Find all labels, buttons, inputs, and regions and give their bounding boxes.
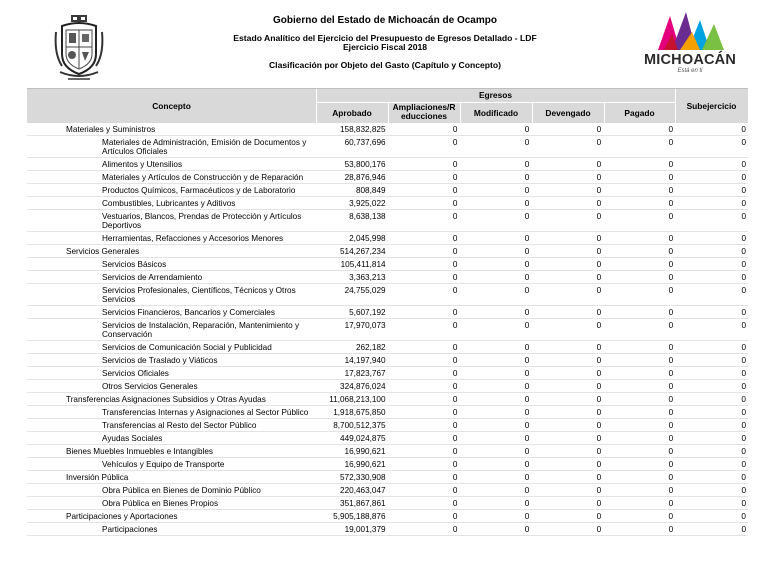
row-value: 0 [524, 260, 530, 269]
row-value: 0 [668, 447, 674, 456]
row-value: 0 [668, 234, 674, 243]
row-value: 105,411,814 [340, 260, 386, 269]
row-value: 0 [596, 273, 602, 282]
row-value: 220,463,047 [340, 486, 386, 495]
row-value: 0 [596, 460, 602, 469]
row-value: 0 [741, 382, 747, 391]
row-value: 0 [668, 212, 674, 221]
row-label: Servicios de Comunicación Social y Publicidad [102, 343, 272, 352]
row-value: 0 [524, 473, 530, 482]
row-value: 0 [668, 382, 674, 391]
row-value: 0 [452, 247, 458, 256]
row-value: 0 [452, 486, 458, 495]
row-value: 0 [524, 247, 530, 256]
row-value: 0 [452, 260, 458, 269]
row-value: 0 [741, 447, 746, 456]
row-value: 0 [452, 473, 458, 482]
row-value: 0 [741, 212, 747, 221]
row-value: 0 [524, 421, 530, 430]
row-value: 0 [741, 434, 747, 443]
row-value: 0 [452, 234, 458, 243]
row-label: Vehículos y Equipo de Transporte [102, 460, 225, 469]
row-value: 53,800,176 [344, 160, 386, 169]
row-value: 11,068,213,100 [329, 395, 386, 404]
col-header-aprobado: Aprobado [332, 108, 372, 118]
row-value: 0 [524, 460, 530, 469]
row-value: 19,001,379 [344, 525, 386, 534]
row-value: 0 [668, 273, 674, 282]
row-label: Otros Servicios Generales [102, 382, 198, 391]
row-value: 0 [452, 173, 458, 182]
row-value: 0 [596, 247, 602, 256]
row-value: 0 [596, 186, 602, 195]
col-header-concepto: Concepto [152, 101, 191, 111]
report-classification: Clasificación por Objeto del Gasto (Capítulo y Concepto) [268, 60, 502, 70]
row-value: 351,867,861 [340, 499, 386, 508]
row-value: 60,737,696 [344, 138, 386, 147]
row-value: 0 [524, 273, 530, 282]
table-row-concept [27, 158, 748, 171]
row-value: 0 [452, 525, 458, 534]
table-row-concept [27, 284, 748, 306]
row-value: 0 [741, 460, 747, 469]
row-value: 0 [524, 525, 530, 534]
row-value: 0 [741, 369, 747, 378]
row-value: 0 [668, 286, 674, 295]
row-value: 0 [668, 473, 674, 482]
row-value: 3,925,022 [349, 199, 386, 208]
row-value: 0 [741, 499, 747, 508]
row-value: 0 [524, 512, 530, 521]
row-value: 0 [452, 460, 458, 469]
table-row-concept [27, 258, 748, 271]
row-label: Materiales de Administración, Emisión de Documentos y Artículos Oficiales [102, 138, 307, 156]
table-body [27, 123, 748, 536]
table-row-concept [27, 197, 748, 210]
row-value: 0 [596, 160, 602, 169]
row-value: 0 [668, 138, 674, 147]
col-header-subejercicio: Subejercicio [686, 101, 737, 111]
row-value: 0 [524, 212, 530, 221]
row-value: 5,607,192 [349, 308, 386, 317]
report-title: Estado Analítico del Ejercicio del Presupuesto de Egresos Detallado - LDF [233, 33, 537, 43]
row-value: 0 [524, 408, 530, 417]
row-label: Obra Pública en Bienes Propios [102, 499, 219, 508]
row-value: 0 [668, 173, 674, 182]
row-value: 0 [741, 199, 747, 208]
brand-wordmark: MICHOACÁN [643, 52, 736, 68]
row-label: Herramientas, Refacciones y Accesorios Menores [102, 234, 284, 243]
row-value: 0 [668, 486, 674, 495]
table-row-chapter [27, 471, 748, 484]
col-header-ampliaciones: Ampliaciones/R educciones [392, 102, 456, 121]
row-value: 572,330,908 [339, 473, 386, 482]
table-row-concept [27, 432, 748, 445]
row-value: 0 [741, 125, 746, 134]
header-divider [316, 102, 675, 103]
table-row-concept [27, 210, 748, 232]
table-row-concept [27, 171, 748, 184]
row-label: Participaciones y Aportaciones [66, 512, 178, 521]
table-row-concept [27, 232, 748, 245]
table-row-concept [27, 523, 748, 536]
row-value: 0 [524, 369, 530, 378]
row-value: 0 [741, 260, 747, 269]
row-label: Servicios Generales [66, 247, 140, 256]
table-row-concept [27, 458, 748, 471]
table-row-concept [27, 380, 748, 393]
fiscal-year: Ejercicio Fiscal 2018 [342, 42, 428, 52]
row-value: 0 [452, 212, 458, 221]
row-value: 0 [524, 486, 530, 495]
row-label: Servicios de Traslado y Viáticos [102, 356, 218, 365]
row-value: 0 [741, 173, 747, 182]
row-value: 0 [524, 447, 530, 456]
table-row-concept [27, 271, 748, 284]
row-value: 0 [596, 199, 602, 208]
michoacan-logo [640, 10, 740, 90]
table-row-concept [27, 497, 748, 510]
row-value: 0 [452, 421, 458, 430]
table-row-concept [27, 406, 748, 419]
row-value: 0 [741, 408, 747, 417]
row-value: 0 [741, 138, 747, 147]
row-label: Inversión Pública [66, 473, 129, 482]
row-value: 0 [668, 247, 674, 256]
row-value: 0 [452, 408, 458, 417]
header-divider [675, 89, 676, 123]
row-value: 5,905,188,876 [333, 512, 386, 521]
report-header [0, 0, 775, 86]
row-value: 0 [741, 286, 747, 295]
row-value: 0 [668, 160, 674, 169]
row-value: 0 [668, 186, 674, 195]
table-row-concept [27, 367, 748, 380]
row-value: 0 [741, 234, 747, 243]
row-value: 3,363,213 [349, 273, 386, 282]
row-value: 0 [741, 343, 747, 352]
row-value: 0 [741, 321, 747, 330]
col-header-egresos: Egresos [478, 90, 513, 100]
row-label: Vestuarios, Blancos, Prendas de Protección y Artículos Deportivos [102, 212, 302, 230]
row-label: Transferencias Internas y Asignaciones al Sector Público [102, 408, 309, 417]
row-value: 0 [596, 486, 602, 495]
row-value: 2,045,998 [349, 234, 386, 243]
row-label: Servicios de Instalación, Reparación, Mantenimiento y Conservación [102, 321, 300, 339]
row-value: 0 [668, 512, 674, 521]
row-value: 0 [668, 199, 674, 208]
row-value: 0 [524, 343, 530, 352]
row-value: 514,267,234 [339, 247, 386, 256]
row-value: 16,990,621 [344, 447, 386, 456]
row-value: 0 [668, 421, 674, 430]
row-label: Servicios Profesionales, Científicos, Técnicos y Otros Servicios [102, 286, 296, 304]
row-value: 0 [596, 308, 602, 317]
row-value: 0 [452, 125, 458, 134]
row-value: 0 [596, 525, 602, 534]
table-row-chapter [27, 510, 748, 523]
row-label: Productos Químicos, Farmacéuticos y de Laboratorio [102, 186, 296, 195]
table-row-chapter [27, 445, 748, 458]
row-value: 0 [452, 138, 458, 147]
row-value: 0 [741, 421, 747, 430]
row-value: 0 [596, 512, 602, 521]
row-value: 0 [596, 343, 602, 352]
row-value: 0 [452, 369, 458, 378]
row-label: Bienes Muebles Inmuebles e Intangibles [66, 447, 214, 456]
row-value: 0 [596, 173, 602, 182]
row-value: 0 [668, 321, 674, 330]
row-label: Servicios Básicos [102, 260, 167, 269]
brand-logo-icon [640, 10, 740, 54]
row-value: 0 [452, 321, 458, 330]
table-row-concept [27, 136, 748, 158]
row-label: Combustibles, Lubricantes y Aditivos [102, 199, 236, 208]
row-value: 0 [596, 260, 602, 269]
row-value: 0 [741, 486, 747, 495]
row-value: 0 [596, 212, 602, 221]
row-value: 0 [452, 499, 458, 508]
row-value: 0 [741, 308, 747, 317]
row-value: 0 [452, 308, 458, 317]
row-value: 0 [524, 321, 530, 330]
row-value: 0 [668, 356, 674, 365]
coat-of-arms-icon [54, 14, 104, 84]
row-value: 449,024,875 [340, 434, 386, 443]
row-value: 0 [741, 186, 747, 195]
row-value: 0 [596, 421, 602, 430]
row-value: 0 [452, 395, 458, 404]
row-value: 0 [524, 160, 530, 169]
row-value: 0 [668, 125, 674, 134]
table-row-concept [27, 484, 748, 497]
row-value: 158,832,825 [339, 125, 386, 134]
row-value: 0 [452, 273, 458, 282]
row-value: 0 [524, 499, 530, 508]
row-value: 0 [596, 234, 602, 243]
row-value: 0 [668, 343, 674, 352]
row-label: Materiales y Suministros [66, 125, 156, 134]
row-value: 8,700,512,375 [333, 421, 386, 430]
row-label: Obra Pública en Bienes de Dominio Público [102, 486, 261, 495]
col-header-devengado: Devengado [545, 108, 591, 118]
row-value: 0 [596, 434, 602, 443]
row-value: 0 [524, 356, 530, 365]
row-value: 0 [524, 234, 530, 243]
budget-table [27, 88, 748, 536]
table-row-concept [27, 184, 748, 197]
table-header [27, 88, 748, 123]
row-value: 0 [524, 308, 530, 317]
row-value: 17,970,073 [344, 321, 386, 330]
row-value: 0 [452, 286, 458, 295]
col-header-modificado: Modificado [473, 108, 519, 118]
row-label: Transferencias al Resto del Sector Público [102, 421, 257, 430]
government-title: Gobierno del Estado de Michoacán de Ocampo [273, 15, 497, 26]
row-value: 0 [452, 382, 458, 391]
row-label: Participaciones [102, 525, 158, 534]
row-value: 0 [741, 395, 746, 404]
row-value: 17,823,767 [344, 369, 386, 378]
row-label: Servicios Oficiales [102, 369, 169, 378]
row-value: 0 [668, 260, 674, 269]
row-value: 0 [668, 434, 674, 443]
row-value: 0 [596, 395, 602, 404]
brand-tagline: Está en ti [677, 68, 703, 74]
row-value: 0 [668, 525, 674, 534]
row-value: 0 [741, 473, 746, 482]
row-value: 14,197,940 [344, 356, 386, 365]
row-value: 0 [741, 160, 747, 169]
row-value: 0 [596, 408, 602, 417]
row-value: 0 [452, 356, 458, 365]
row-value: 0 [524, 173, 530, 182]
row-value: 0 [524, 125, 530, 134]
row-label: Transferencias Asignaciones Subsidios y Otras Ayudas [66, 395, 266, 404]
row-value: 24,755,029 [344, 286, 386, 295]
row-label: Servicios de Arrendamiento [102, 273, 203, 282]
row-label: Materiales y Artículos de Construcción y de Reparación [102, 173, 304, 182]
row-value: 0 [524, 395, 530, 404]
row-value: 0 [524, 382, 530, 391]
row-value: 28,876,946 [344, 173, 386, 182]
row-value: 0 [741, 356, 747, 365]
row-value: 0 [668, 308, 674, 317]
row-value: 262,182 [355, 343, 386, 352]
row-value: 0 [741, 247, 746, 256]
table-row-chapter [27, 123, 748, 136]
row-value: 324,876,024 [340, 382, 386, 391]
table-row-chapter [27, 245, 748, 258]
table-row-chapter [27, 393, 748, 406]
table-row-concept [27, 354, 748, 367]
row-value: 0 [668, 460, 674, 469]
row-value: 0 [741, 512, 746, 521]
row-value: 0 [524, 199, 530, 208]
row-value: 0 [596, 125, 602, 134]
row-value: 1,918,675,850 [333, 408, 386, 417]
row-value: 0 [668, 395, 674, 404]
table-row-concept [27, 306, 748, 319]
row-value: 0 [741, 273, 747, 282]
row-value: 0 [524, 138, 530, 147]
row-value: 0 [596, 369, 602, 378]
row-value: 0 [596, 138, 602, 147]
row-value: 0 [452, 186, 458, 195]
row-value: 0 [452, 434, 458, 443]
row-value: 0 [452, 343, 458, 352]
row-value: 0 [452, 447, 458, 456]
row-value: 0 [452, 199, 458, 208]
row-value: 0 [452, 512, 458, 521]
row-value: 0 [596, 499, 602, 508]
row-value: 0 [741, 525, 747, 534]
table-row-concept [27, 319, 748, 341]
row-value: 0 [524, 434, 530, 443]
row-value: 0 [524, 286, 530, 295]
row-value: 0 [596, 321, 602, 330]
row-value: 0 [452, 160, 458, 169]
row-value: 0 [668, 499, 674, 508]
row-label: Servicios Financieros, Bancarios y Comerciales [102, 308, 275, 317]
row-value: 8,638,138 [349, 212, 386, 221]
col-header-pagado: Pagado [624, 108, 655, 118]
row-value: 0 [668, 408, 674, 417]
table-row-concept [27, 419, 748, 432]
row-value: 0 [596, 382, 602, 391]
row-value: 0 [596, 473, 602, 482]
row-value: 0 [596, 356, 602, 365]
row-value: 0 [524, 186, 530, 195]
row-value: 16,990,621 [344, 460, 386, 469]
row-label: Ayudas Sociales [102, 434, 163, 443]
row-value: 0 [668, 369, 674, 378]
row-value: 0 [596, 447, 602, 456]
row-label: Alimentos y Utensilios [102, 160, 183, 169]
row-value: 808,849 [355, 186, 386, 195]
table-row-concept [27, 341, 748, 354]
row-value: 0 [596, 286, 602, 295]
